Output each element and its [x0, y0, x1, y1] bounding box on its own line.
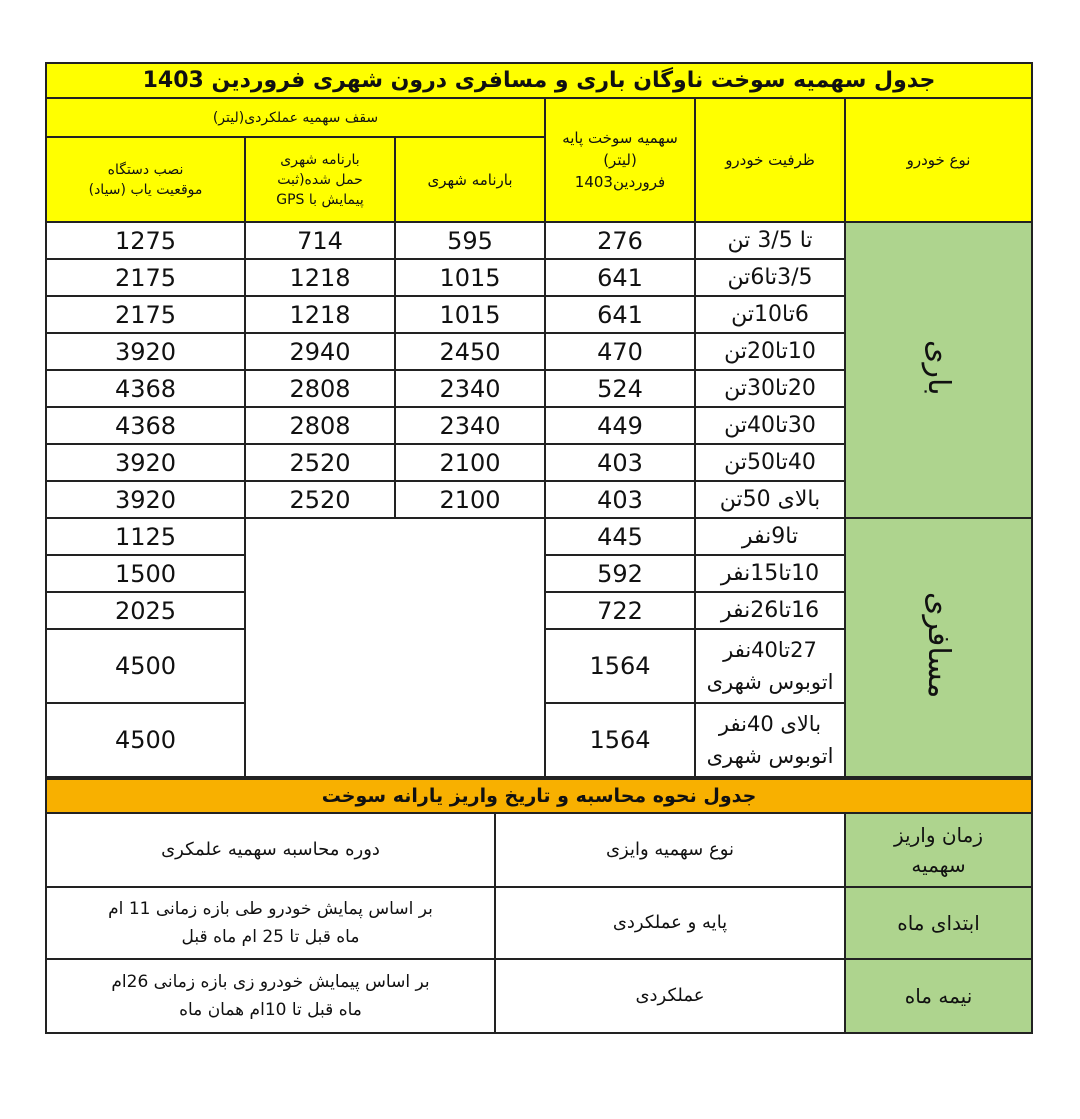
- base-quota-cell: 449: [545, 407, 695, 444]
- header-tracker: [46, 137, 245, 222]
- payment-quota-type-cell: پایه و عملکردی: [495, 887, 845, 959]
- tracker-cell: 4500: [46, 703, 245, 777]
- table-title-row: [46, 63, 1032, 98]
- payment-period-cell: [46, 887, 495, 959]
- fuel-quota-table: [45, 62, 1033, 778]
- capacity-line-1: بالای 40نفر: [718, 712, 822, 736]
- payment-time-cell: ابتدای ماه: [845, 887, 1032, 959]
- tracker-cell: 3920: [46, 333, 245, 370]
- tracker-cell: 2175: [46, 296, 245, 333]
- cargo-row: [46, 222, 1032, 259]
- payment-schedule-table: [45, 778, 1033, 1034]
- header-capacity: ظرفیت خودرو: [695, 98, 845, 222]
- payment-period-line-2: ماه قبل تا 10ام همان ماه: [179, 1000, 362, 1020]
- capacity-cell: 6تا10تن: [695, 296, 845, 333]
- capacity-cell: 3/5تا6تن: [695, 259, 845, 296]
- tracker-cell: 1500: [46, 555, 245, 592]
- capacity-cell: تا 3/5 تن: [695, 222, 845, 259]
- base-quota-cell: 641: [545, 296, 695, 333]
- header-row-1: [46, 98, 1032, 137]
- urban-waybill-cell: 2340: [395, 407, 545, 444]
- header-tracker-line-1: نصب دستگاه: [107, 161, 184, 178]
- capacity-line-1: 27تا40نفر: [723, 638, 817, 662]
- tracker-cell: 3920: [46, 444, 245, 481]
- base-quota-cell: 1564: [545, 629, 695, 703]
- gps-waybill-cell: 714: [245, 222, 395, 259]
- passenger-label-cell: [845, 518, 1032, 777]
- header-base-quota: [545, 98, 695, 222]
- capacity-cell: بالای 50تن: [695, 481, 845, 518]
- payment-header-row: [46, 813, 1032, 887]
- payment-header-time: [845, 813, 1032, 887]
- passenger-label: مسافری: [921, 592, 956, 699]
- capacity-cell: 10تا15نفر: [695, 555, 845, 592]
- payment-quota-type-cell: عملکردی: [495, 959, 845, 1033]
- header-gps-waybill: [245, 137, 395, 222]
- capacity-cell: [695, 703, 845, 777]
- cargo-label-cell: [845, 222, 1032, 518]
- payment-header-time-line-2: سهمیه: [911, 853, 966, 877]
- payment-time-cell: نیمه ماه: [845, 959, 1032, 1033]
- header-base-quota-line-1: سهمیه سوخت پایه: [562, 129, 678, 147]
- urban-waybill-cell: 2100: [395, 481, 545, 518]
- payment-row: [46, 887, 1032, 959]
- header-gps-line-1: بارنامه شهری: [280, 151, 360, 168]
- tracker-cell: 1125: [46, 518, 245, 555]
- urban-waybill-cell: 1015: [395, 296, 545, 333]
- base-quota-cell: 524: [545, 370, 695, 407]
- capacity-cell: 16تا26نفر: [695, 592, 845, 629]
- urban-waybill-cell: 595: [395, 222, 545, 259]
- gps-waybill-cell: 1218: [245, 259, 395, 296]
- base-quota-cell: 445: [545, 518, 695, 555]
- capacity-line-2: اتوبوس شهری: [706, 670, 834, 694]
- gps-waybill-cell: 2520: [245, 444, 395, 481]
- header-vehicle-type: نوع خودرو: [845, 98, 1032, 222]
- base-quota-cell: 470: [545, 333, 695, 370]
- payment-period-cell: [46, 959, 495, 1033]
- header-tracker-line-2: موقعیت یاب (سیاد): [88, 181, 203, 198]
- header-gps-line-3: پیمایش با GPS: [276, 191, 364, 208]
- tracker-cell: 4500: [46, 629, 245, 703]
- payment-period-line-2: ماه قبل تا 25 ام ماه قبل: [181, 927, 360, 947]
- payment-header-time-line-1: زمان واریز: [894, 823, 983, 847]
- header-gps-line-2: حمل شده(ثبت: [277, 171, 363, 188]
- payment-row: [46, 959, 1032, 1033]
- cargo-label: باری: [921, 340, 956, 396]
- tracker-cell: 3920: [46, 481, 245, 518]
- payment-title-row: [46, 779, 1032, 813]
- urban-waybill-cell: 2100: [395, 444, 545, 481]
- gps-waybill-cell: 2940: [245, 333, 395, 370]
- urban-waybill-cell: 1015: [395, 259, 545, 296]
- fuel-quota-document: [45, 62, 1033, 1034]
- capacity-cell: 30تا40تن: [695, 407, 845, 444]
- header-performance-cap: سقف سهمیه عملکردی(لیتر): [46, 98, 545, 137]
- base-quota-cell: 403: [545, 444, 695, 481]
- base-quota-cell: 403: [545, 481, 695, 518]
- base-quota-cell: 722: [545, 592, 695, 629]
- capacity-cell: 20تا30تن: [695, 370, 845, 407]
- payment-title: جدول نحوه محاسبه و تاریخ واریز یارانه سوخت: [46, 779, 1032, 813]
- gps-waybill-cell: 2808: [245, 407, 395, 444]
- urban-waybill-cell: 2450: [395, 333, 545, 370]
- capacity-cell: [695, 629, 845, 703]
- base-quota-cell: 276: [545, 222, 695, 259]
- tracker-cell: 4368: [46, 370, 245, 407]
- payment-header-period: دوره محاسبه سهمیه علمکری: [46, 813, 495, 887]
- payment-header-quota-type: نوع سهمیه وایزی: [495, 813, 845, 887]
- payment-period-line-1: بر اساس پیمایش خودرو زی بازه زمانی 26ام: [111, 972, 430, 992]
- tracker-cell: 1275: [46, 222, 245, 259]
- header-urban-waybill: بارنامه شهری: [395, 137, 545, 222]
- gps-waybill-cell: 2808: [245, 370, 395, 407]
- capacity-line-2: اتوبوس شهری: [706, 744, 834, 768]
- base-quota-cell: 641: [545, 259, 695, 296]
- base-quota-cell: 1564: [545, 703, 695, 777]
- tracker-cell: 2025: [46, 592, 245, 629]
- base-quota-cell: 592: [545, 555, 695, 592]
- passenger-row: [46, 518, 1032, 555]
- empty-merged-cell: [245, 518, 545, 777]
- capacity-cell: 40تا50تن: [695, 444, 845, 481]
- capacity-cell: 10تا20تن: [695, 333, 845, 370]
- table-title: جدول سهمیه سوخت ناوگان باری و مسافری درون شهری فروردین 1403: [46, 63, 1032, 98]
- payment-period-line-1: بر اساس پمایش خودرو طی بازه زمانی 11 ام: [108, 899, 433, 919]
- header-base-quota-line-3: فروردین1403: [574, 173, 666, 191]
- header-base-quota-line-2: (لیتر): [603, 151, 637, 169]
- tracker-cell: 2175: [46, 259, 245, 296]
- capacity-cell: تا9نفر: [695, 518, 845, 555]
- urban-waybill-cell: 2340: [395, 370, 545, 407]
- gps-waybill-cell: 2520: [245, 481, 395, 518]
- tracker-cell: 4368: [46, 407, 245, 444]
- gps-waybill-cell: 1218: [245, 296, 395, 333]
